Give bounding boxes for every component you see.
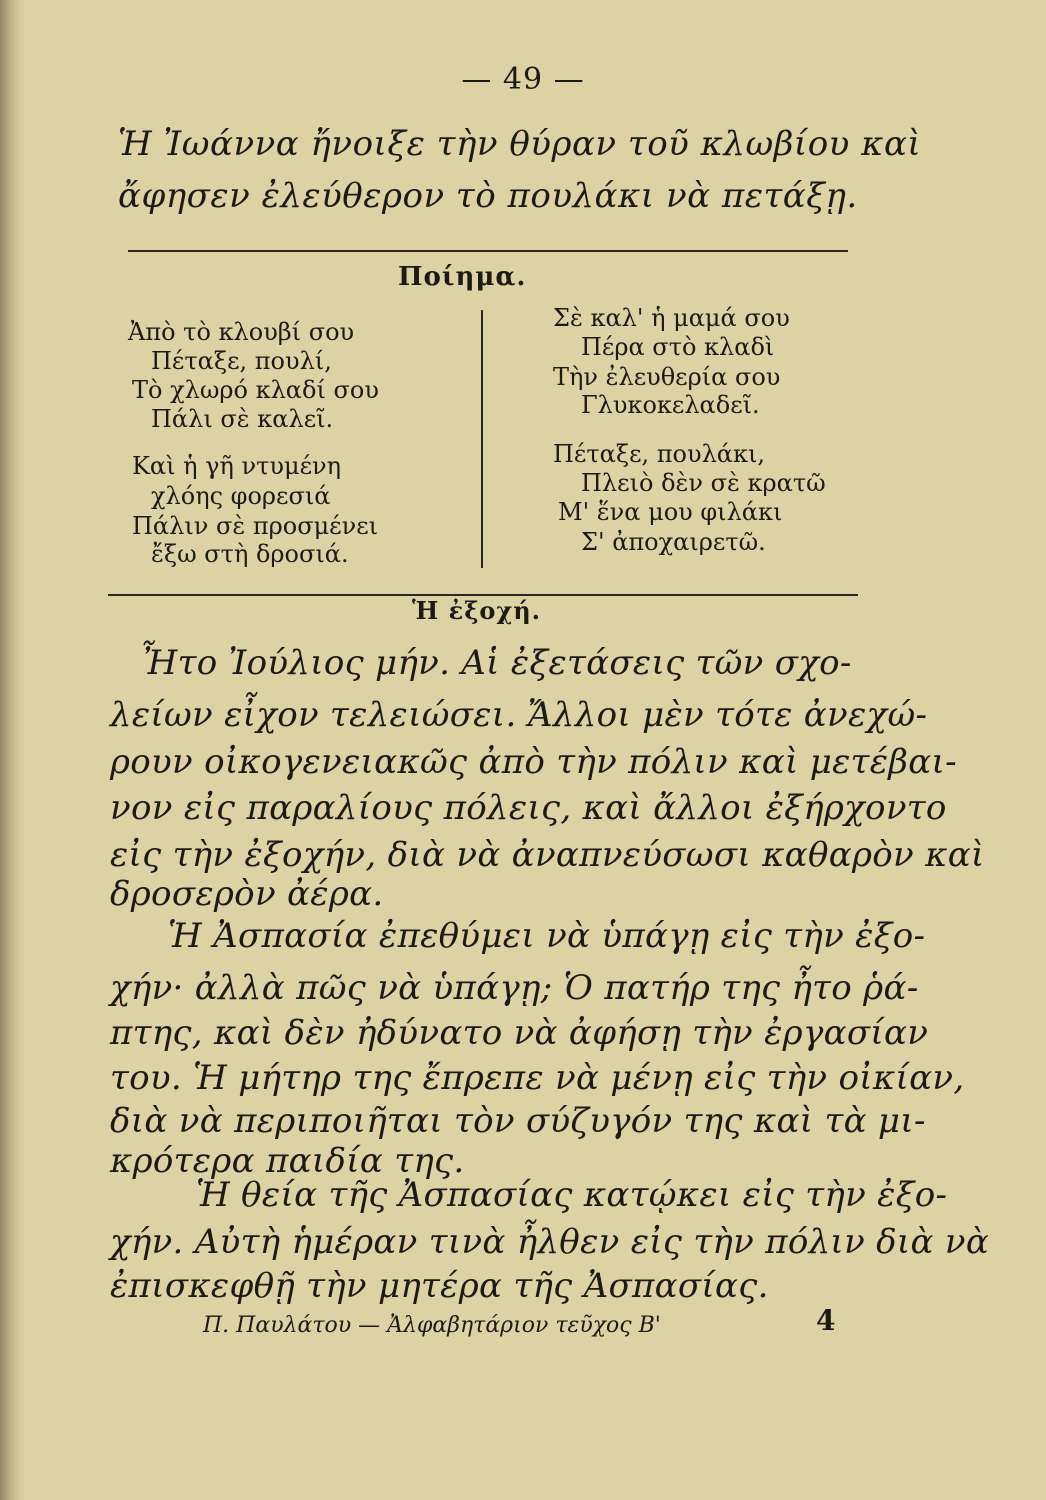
prose-line: ἐπισκεφθῇ τὴν μητέρα τῆς Ἀσπασίας. <box>110 1266 769 1306</box>
poem-heading: Ποίημα. <box>398 262 527 292</box>
poem-line: Σ' ἀποχαιρετῶ. <box>581 528 766 556</box>
intro-line-2: ἄφησεν ἐλεύθερον τὸ πουλάκι νὰ πετάξῃ. <box>118 176 858 216</box>
poem-line: ἔξω στὴ δροσιά. <box>151 540 349 568</box>
footer-citation: Π. Παυλάτου — Ἀλφαβητάριον τεῦχος Β' <box>203 1313 661 1338</box>
prose-line: ρουν οἰκογενειακῶς ἀπὸ τὴν πόλιν καὶ μετέβαι- <box>110 742 957 782</box>
intro-line-1: Ἡ Ἰωάννα ἤνοιξε τὴν θύραν τοῦ κλωβίου καὶ <box>118 124 922 164</box>
poem-line: Τὸ χλωρό κλαδί σου <box>132 376 379 404</box>
page-edge <box>0 0 26 1500</box>
poem-line: Πέταξε, πουλί, <box>151 347 332 375</box>
poem-line: Σὲ καλ' ἡ μαμά σου <box>553 304 790 332</box>
prose-line: διὰ νὰ περιποιῆται τὸν σύζυγόν της καὶ τὰ μι- <box>110 1101 926 1141</box>
poem-line: Πλειὸ δὲν σὲ κρατῶ <box>581 469 826 497</box>
prose-line: λείων εἶχον τελειώσει. Ἄλλοι μὲν τότε ἀνεχώ- <box>110 695 928 735</box>
prose-line: χήν. Αὐτὴ ἡμέραν τινὰ ἦλθεν εἰς τὴν πόλιν διὰ νὰ <box>110 1222 990 1262</box>
poem-line: Ἀπὸ τὸ κλουβί σου <box>128 318 355 346</box>
poem-line: Μ' ἕνα μου φιλάκι <box>558 498 783 526</box>
page-number: — 49 — <box>461 62 585 97</box>
poem-right-column <box>553 0 873 600</box>
poem-line: Πέρα στὸ κλαδὶ <box>581 333 775 361</box>
signature-mark: 4 <box>816 1304 836 1337</box>
prose-line: χήν· ἀλλὰ πῶς νὰ ὑπάγῃ; Ὁ πατήρ της ἦτο ῥά- <box>110 968 919 1008</box>
prose-line: εἰς τὴν ἐξοχήν, διὰ νὰ ἀναπνεύσωσι καθαρὸν καὶ <box>110 835 985 875</box>
prose-line: κρότερα παιδία της. <box>110 1141 465 1181</box>
section-heading: Ἡ ἐξοχή. <box>412 596 542 625</box>
poem-line: Γλυκοκελαδεῖ. <box>581 391 760 419</box>
prose-line: Ἡ Ἀσπασία ἐπεθύμει νὰ ὑπάγῃ εἰς τὴν ἐξο- <box>168 916 926 956</box>
prose-line: δροσερὸν ἀέρα. <box>110 874 384 914</box>
poem-line: Πέταξε, πουλάκι, <box>553 440 766 468</box>
prose-line: του. Ἡ μήτηρ της ἔπρεπε νὰ μένῃ εἰς τὴν οἰκίαν, <box>110 1058 965 1098</box>
column-divider <box>481 310 483 568</box>
poem-line: Πάλι σὲ καλεῖ. <box>151 405 334 433</box>
prose-line: Ἡ θεία τῆς Ἀσπασίας κατῴκει εἰς τὴν ἐξο- <box>196 1175 948 1215</box>
poem-left-column <box>108 0 468 600</box>
prose-line: Ἦτο Ἰούλιος μήν. Αἱ ἐξετάσεις τῶν σχο- <box>140 643 852 683</box>
poem-line: Πάλιν σὲ προσμένει <box>132 512 379 540</box>
poem-line: Καὶ ἡ γῆ ντυμένη <box>132 452 341 480</box>
poem-line: Τὴν ἐλευθερία σου <box>553 363 781 391</box>
prose-line: νον εἰς παραλίους πόλεις, καὶ ἄλλοι ἐξήρχοντο <box>110 788 947 828</box>
prose-line: πτης, καὶ δὲν ἠδύνατο νὰ ἀφήσῃ τὴν ἐργασίαν <box>110 1013 929 1053</box>
poem-line: χλόης φορεσιά <box>151 482 331 510</box>
